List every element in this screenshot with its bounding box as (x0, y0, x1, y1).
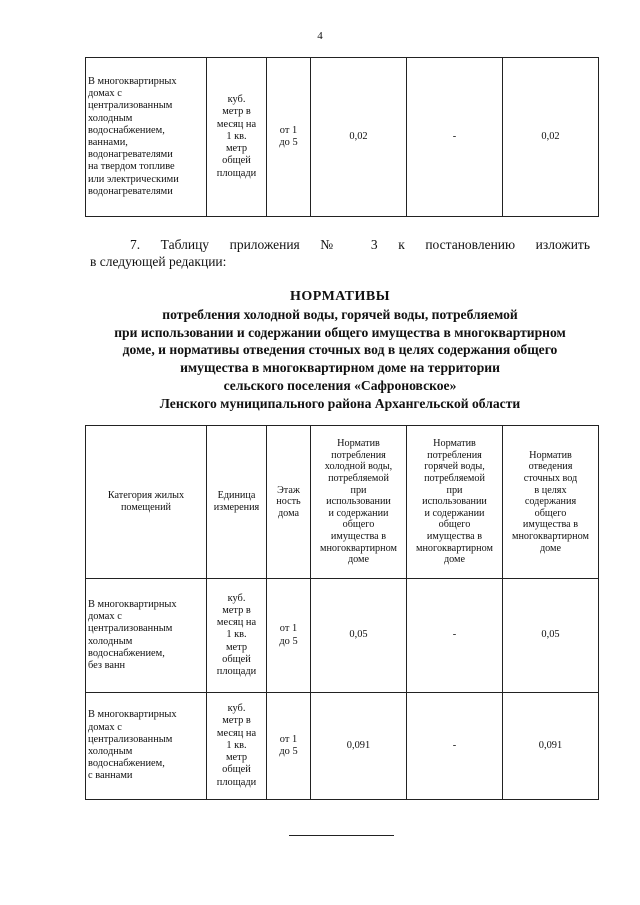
text-line: метр (225, 752, 248, 764)
text-line: метр в (222, 106, 251, 118)
title-line: Ленского муниципального района Архангельской области (159, 395, 521, 411)
table-row (86, 579, 599, 693)
text-line: Норматив (337, 438, 380, 450)
cold-water-value: 0,091 (311, 693, 407, 800)
text-line: и содержании (424, 507, 485, 519)
text-line: общего (342, 519, 375, 531)
text-line: площади (216, 776, 257, 788)
text-line: общей (222, 653, 251, 665)
text-line: доме (539, 542, 562, 554)
unit-cell (207, 58, 267, 217)
table-header-row (86, 426, 599, 579)
text-line: Единица (217, 490, 256, 502)
text-line: водонагревателями (88, 149, 173, 161)
text-line: метр в (222, 604, 251, 616)
text-line: куб. (227, 94, 246, 106)
sewage-value: 0,05 (503, 579, 599, 693)
text-line: метр (225, 143, 248, 155)
text-line: домах с (88, 721, 122, 733)
text-line: сточных вод (523, 473, 578, 485)
text-line: холодным (88, 112, 133, 124)
header-hot-water (407, 426, 503, 579)
text-line: с ваннами (88, 770, 133, 782)
text-line: В многоквартирных (88, 598, 177, 610)
category-cell (86, 693, 207, 800)
title-line: потребления холодной воды, горячей воды, потребляемой (162, 306, 518, 322)
sewage-value: 0,091 (503, 693, 599, 800)
text-line: доме (443, 554, 466, 566)
text-line: использовании (326, 496, 391, 508)
text-line: В многоквартирных (88, 709, 177, 721)
paragraph-line-2: в следующей редакции: (90, 254, 227, 269)
text-line: потребляемой (328, 473, 389, 485)
text-line: имущества в (330, 530, 387, 542)
text-line: 1 кв. (226, 130, 247, 142)
text-line: при (350, 484, 367, 496)
text-line: месяц на (216, 118, 257, 130)
hot-water-value: - (407, 58, 503, 217)
text-line: отведения (528, 461, 573, 473)
text-line: Категория жилых (107, 490, 185, 502)
header-category (86, 426, 207, 579)
text-line: потребления (331, 449, 386, 461)
cold-water-value: 0,05 (311, 579, 407, 693)
text-line: водоснабжением, (88, 124, 165, 136)
footer-divider (289, 835, 394, 836)
header-cold-water (311, 426, 407, 579)
floors-cell (267, 693, 311, 800)
text-line: общего (534, 507, 567, 519)
title-line: имущества в многоквартирном доме на территории (180, 360, 500, 376)
text-line: водоснабжением, (88, 758, 165, 770)
text-line: использовании (422, 496, 487, 508)
table-row (86, 58, 599, 217)
text-line: от 1 (279, 623, 298, 635)
norms-table (85, 425, 599, 800)
text-line: доме (347, 554, 370, 566)
text-line: ваннами, (88, 137, 128, 148)
category-cell (86, 579, 207, 693)
text-line: В многоквартирных (88, 75, 177, 87)
text-line: централизованным (88, 100, 173, 112)
floors-cell (267, 58, 311, 217)
text-line: многоквартирном (320, 542, 397, 554)
hot-water-value: - (407, 579, 503, 693)
text-line: или электрическими (88, 173, 179, 185)
cold-water-value: 0,02 (311, 58, 407, 217)
section-title (90, 288, 590, 413)
text-line: в целях (534, 484, 567, 496)
text-line: от 1 (279, 733, 298, 745)
text-line: на твердом топливе (88, 161, 175, 173)
text-line: куб. (227, 592, 246, 604)
text-line: водонагревателями (88, 185, 173, 197)
text-line: куб. (227, 703, 246, 715)
title-line: доме, и нормативы отведения сточных вод в целях содержания общего (122, 342, 558, 358)
text-line: холодным (88, 635, 133, 647)
header-sewage (503, 426, 599, 579)
text-line: ность (276, 496, 301, 508)
text-line: общей (222, 764, 251, 776)
title-main: НОРМАТИВЫ (290, 289, 390, 304)
text-line: Норматив (433, 438, 476, 450)
paragraph-line-1: 7. Таблицу приложения № 3 к постановлению изложить (130, 237, 590, 252)
hot-water-value: - (407, 693, 503, 800)
paragraph-7 (90, 236, 590, 270)
text-line: до 5 (279, 635, 298, 647)
text-line: домах с (88, 88, 122, 100)
text-line: площади (216, 666, 257, 677)
unit-cell (207, 579, 267, 693)
text-line: без ванн (88, 659, 126, 671)
text-line: метр в (222, 715, 251, 727)
sewage-value: 0,02 (503, 58, 599, 217)
text-line: водоснабжением, (88, 647, 165, 659)
header-unit (207, 426, 267, 579)
text-line: Этаж (277, 484, 300, 496)
text-line: дома (278, 507, 299, 519)
text-line: домах с (88, 611, 122, 623)
text-line: холодной воды, (324, 461, 393, 473)
text-line: многоквартирном (416, 542, 493, 554)
text-line: содержания (524, 496, 577, 508)
text-line: помещений (120, 502, 172, 513)
text-line: потребления (427, 449, 482, 461)
category-cell (86, 58, 207, 217)
page-number: 4 (317, 30, 323, 42)
text-line: измерения (213, 502, 260, 513)
text-line: метр (225, 641, 248, 653)
text-line: имущества в (426, 530, 483, 542)
title-line: сельского поселения «Сафроновское» (223, 377, 457, 393)
table-row (86, 693, 599, 800)
text-line: общей (222, 155, 251, 167)
text-line: многоквартирном (512, 530, 589, 542)
text-line: 1 кв. (226, 629, 247, 641)
text-line: и содержании (328, 507, 389, 519)
text-line: месяц на (216, 617, 257, 629)
text-line: до 5 (279, 137, 298, 148)
text-line: потребляемой (424, 473, 485, 485)
text-line: Норматив (529, 449, 572, 461)
text-line: имущества в (522, 519, 579, 531)
text-line: общего (438, 519, 471, 531)
text-line: централизованным (88, 623, 173, 635)
top-norms-table (85, 57, 599, 217)
text-line: при (446, 484, 463, 496)
text-line: месяц на (216, 727, 257, 739)
text-line: до 5 (279, 746, 298, 757)
header-floors (267, 426, 311, 579)
floors-cell (267, 579, 311, 693)
title-line: при использовании и содержании общего имущества в многоквартирном (114, 324, 566, 340)
text-line: горячей воды, (424, 461, 485, 473)
text-line: от 1 (279, 124, 298, 136)
text-line: централизованным (88, 733, 173, 745)
text-line: холодным (88, 746, 133, 757)
unit-cell (207, 693, 267, 800)
text-line: 1 кв. (226, 739, 247, 751)
text-line: площади (216, 167, 257, 179)
